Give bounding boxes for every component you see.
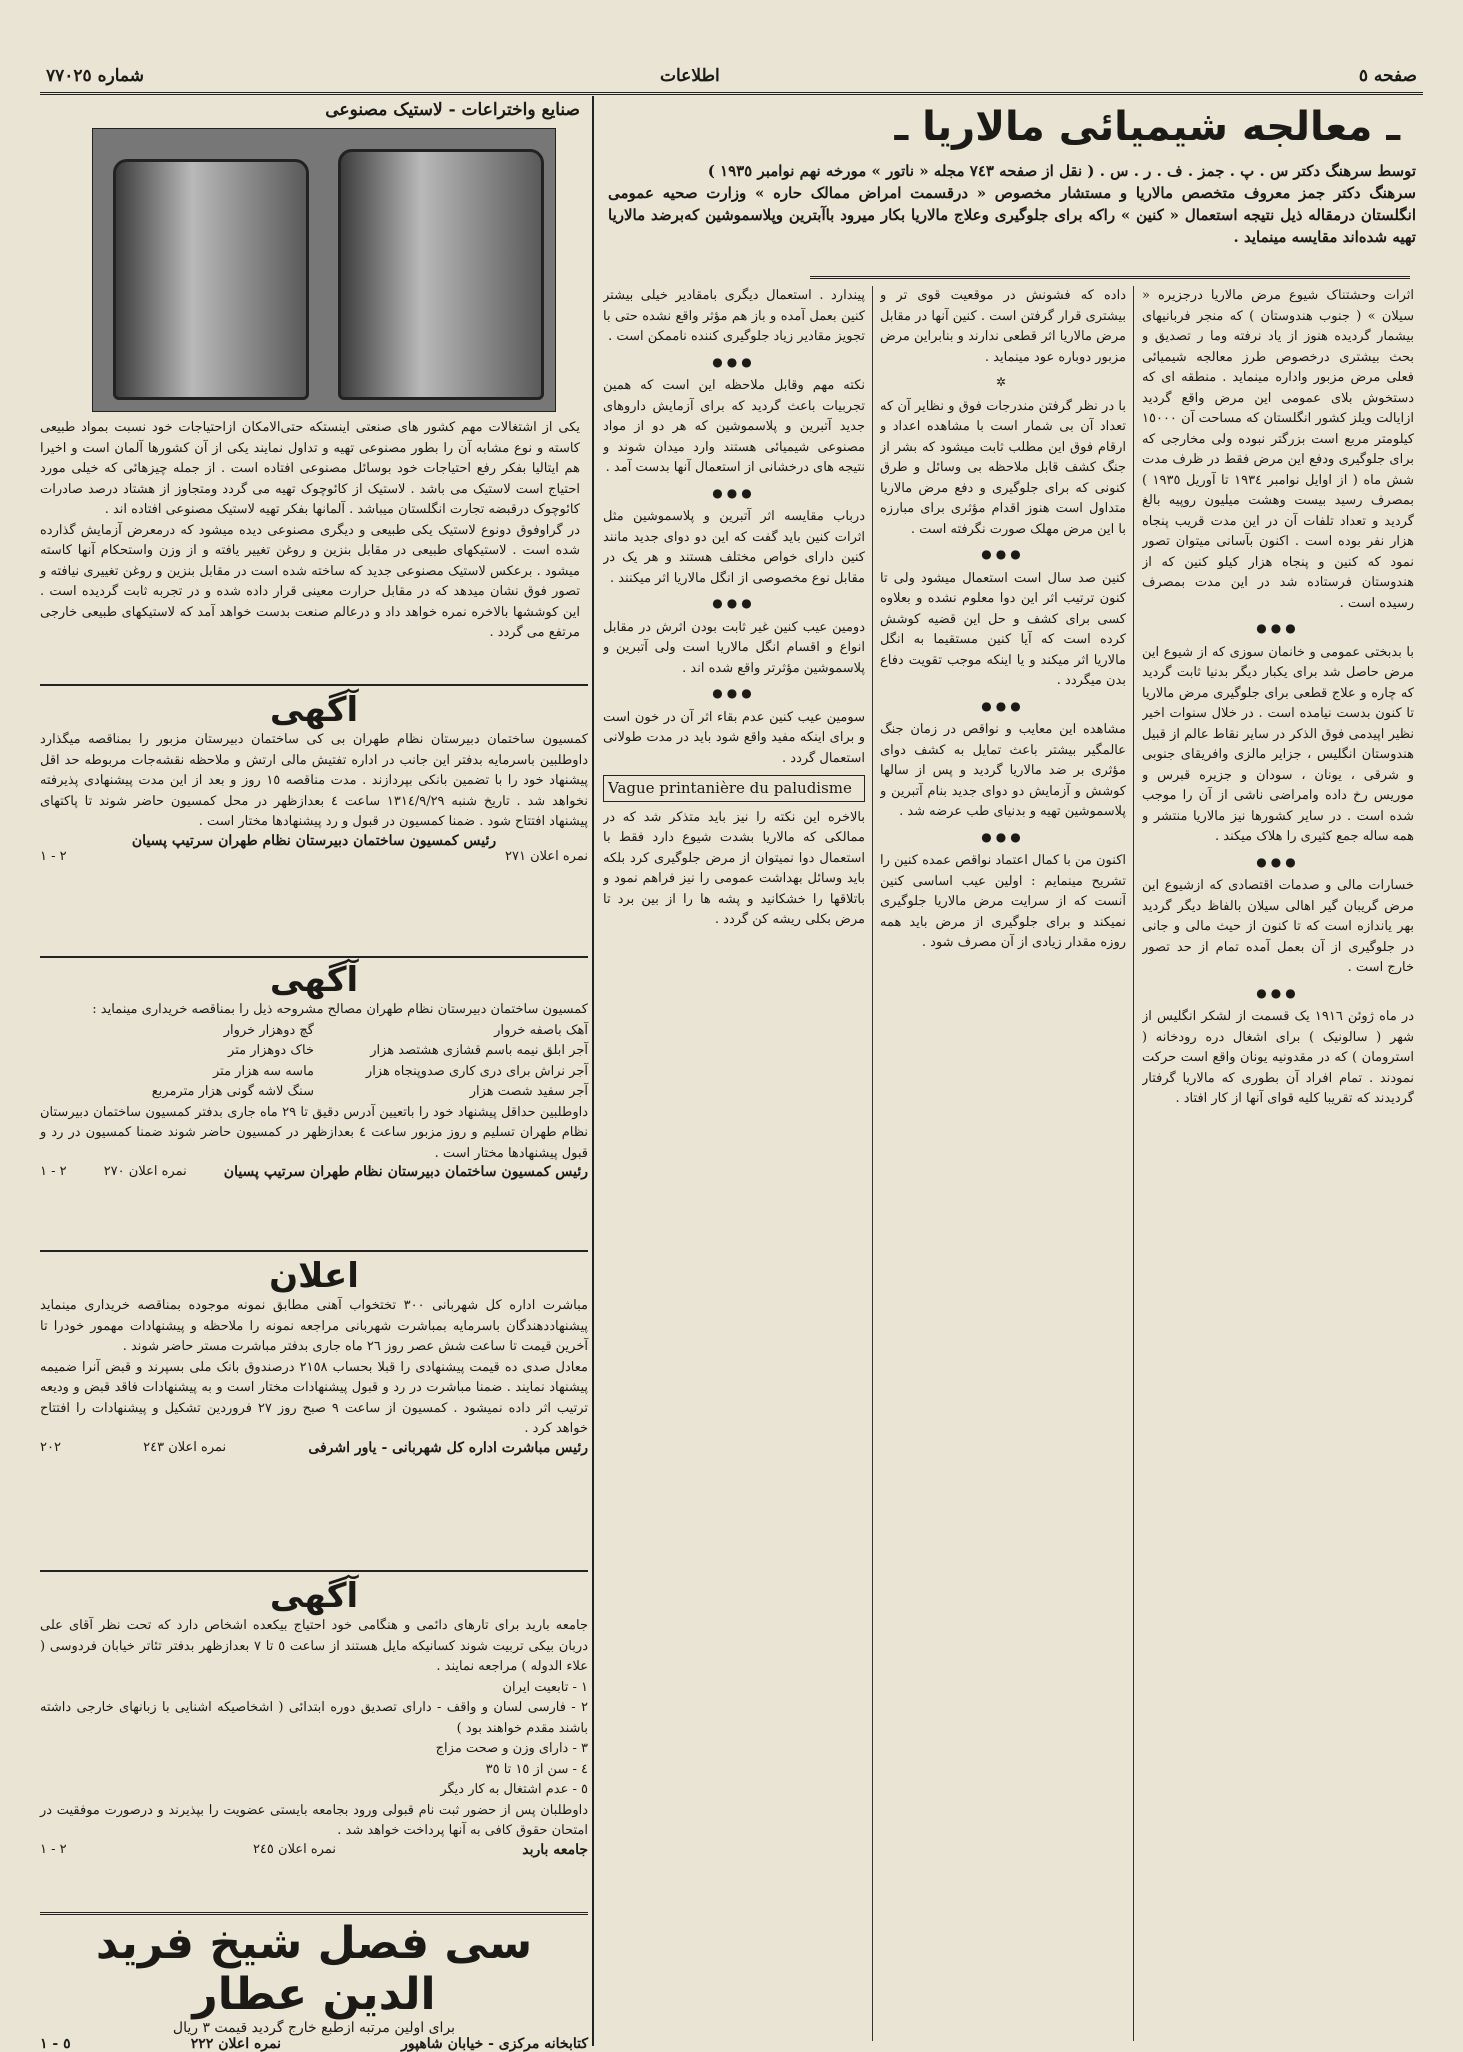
article-author-line: توسط سرهنگ دکتر س . پ . جمز . ف . ر . س . ( نقل از صفحه ٧٤٣ مجله « ناتور » مورخه نهم نوامبر ١٩٣٥ ) — [707, 162, 1416, 180]
ad-rule — [40, 1912, 588, 1915]
ad-code: ٢ - ١ — [40, 848, 67, 864]
ad-notice-2 — [40, 960, 588, 1180]
paragraph: خسارات مالی و صدمات اقتصادی که ازشیوع این مرض گریبان گیر اهالی سیلان بالفاظ دیگر گردید بهر یاندازه است که تا کنون از حیث مالی و جانی در جلوگیری از آن بعمل آمده تمام از حد تصور خارج است . — [1142, 878, 1414, 975]
book-ad-line: برای اولین مرتبه ازطبع خارج گردید قیمت ٣ ریال — [172, 2020, 456, 2036]
ad-number: نمره اعلان ٢٧١ — [504, 848, 588, 864]
paragraph: مشاهده این معایب و نواقص در زمان جنگ عالمگیر بیشتر باعث تمایل به کشف دوای مؤثری بر ضد مالاریا گردید و پس از سالها کوشش و آزمایش دو دوای جدید بنام آتبرین و پلاسموشین تهیه و بدنیای طب عرضه شد . — [880, 722, 1126, 819]
material-item: آهک باصفه خروار — [494, 1022, 588, 1038]
paragraph: پیندارد . استعمال دیگری بامقادیر خیلی بیشتر کنین بعمل آمده و باز هم مؤثر واقع نشده حتی با تجویز مقادیر زیاد جلوگیری کننده ناممکن است . — [603, 288, 865, 344]
ad-signature: رئیس مباشرت اداره کل شهربانی - یاور اشرفی — [308, 1439, 588, 1456]
material-item: گچ دوهزار خروار — [223, 1022, 314, 1038]
article-lead-text: سرهنگ دکتر جمز معروف متخصص مالاریا و مستشار مخصوص « درقسمت امراض ممالک حاره » وزارت صحیه عمومی انگلستان درمقاله ذیل نتیجه استعمال « کنین » راکه برای جلوگیری وعلاج مالاریا بکار میرود باآبترین وپلاسموشین که‌برضد مالاریا تهیه شده‌اند مقایسه مینماید . — [608, 184, 1416, 246]
foreign-quote: Vague printanière du paludisme — [603, 775, 865, 802]
paragraph: با در نظر گرفتن مندرجات فوق و نظایر آن که تعداد آن بی شمار است با مشاهده اعداد و ارقام فوق این مطلب ثابت میشود که بشر از جنگ کشف قابل ملاحظه بی وسائل و طرق کنونی که برای جلوگیری و دفع مرض مالاریا متداول است هنوز اقدام مؤثری برای مبارزه با این مرض مهلک صورت نگرفته است . — [880, 398, 1126, 537]
ad-title: آگهی — [269, 690, 359, 730]
ad-footer — [40, 1842, 588, 1858]
material-row — [40, 1021, 588, 1042]
article-column-1 — [1142, 286, 1414, 2041]
separator: ●●● — [712, 596, 756, 610]
paragraph: اکنون من با کمال اعتماد نواقص عمده کنین را تشریح مینمایم : اولین عیب اساسی کنین آنست که از سرایت مرض مالاریا جلوگیری نمیکند و برای جلوگیری از مرض باید همه روزه مقدار زیادی از آن مصرف شود . — [880, 853, 1126, 950]
article-lead — [608, 160, 1416, 248]
material-item: سنگ لاشه گونی هزار مترمربع — [151, 1084, 314, 1099]
separator: ●●● — [712, 485, 756, 500]
ad-text: داوطلبان پس از حضور ثبت نام قبولی ورود بجامعه بایستی عضویت را بپذیرند و درصورت موفقیت در امتحان حقوق کافی به آنها پرداخت خواهد شد . — [40, 1802, 588, 1838]
paper-name: اطلاعات — [660, 66, 720, 86]
paragraph: کنین صد سال است استعمال میشود ولی تا کنون ترتیب اثر این دوا معلوم نشده و بعلاوه کسی برای کشف و حل این قضیه کوشش کرده است که آیا کنین مستقیما به انگل مالاریا اثر میکند و یا اینکه موجب تقویت دفاع بدن میگردد . — [880, 570, 1126, 688]
ad-code: ٢ - ١ — [40, 1164, 67, 1179]
book-publisher: کتابخانه مرکزی - خیابان شاهپور — [401, 2036, 588, 2052]
ad-code: ٥ - ١ — [40, 2036, 71, 2052]
material-item: آجر نراش برای دری کاری صدوپنجاه هزار — [365, 1063, 588, 1079]
ad-requirements-list — [40, 1678, 588, 1801]
ad-text: مباشرت اداره کل شهربانی ٣٠٠ تختخواب آهنی مطابق نمونه موجوده بمناقصه خریداری مینماید پیشنهاددهندگان باسرمایه بمباشرت شهربانی مراجعه نمونه را ملاحظه و پیشنهادات مهمور خودرا تا آخرین قیمت تا ساعت شش عصر روز ٢٦ ماه جاری بدفتر مباشرت مستر حاضر شوند . — [40, 1298, 588, 1354]
article-column-3 — [603, 286, 865, 2041]
article-title: ـ معالجه شیمیائی مالاریا ـ — [894, 104, 1400, 150]
material-row — [40, 1082, 588, 1103]
book-ad-title: سی فصل شیخ فرید الدین عطار — [95, 1918, 533, 2020]
ad-footer — [40, 849, 588, 864]
ad-signature: جامعه باربد — [522, 1841, 588, 1858]
separator: ●●● — [712, 354, 756, 369]
ad-footer — [40, 2036, 588, 2052]
paragraph: در گراوفوق دونوع لاستیک یکی طبیعی و دیگری مصنوعی دیده میشود که درمعرض آزمایش گذارده شده است . لاستیکهای طبیعی در مقابل بنزین و روغن تغییر یافته و از وزن واستحکام آنها کاسته میشود . برعکس لاستیک مصنوعی جدید که ساخته شده است در مقابل بنزین و روغن تغییری نیافته و تصور فوق نشان میدهد که در مقابل حرارت معینی قرار داده شده و در تجربه ثابت گردیده است . این کوششها بالاخره نمره خواهد داد و درعالم صنعت بدست خواهد آمد که لاستیکهای طبیعی خارجی مرتفع می گردد . — [40, 522, 580, 640]
ad-code: ٢ - ١ — [40, 1841, 67, 1857]
paragraph: بالاخره این نکته را نیز باید متذکر شد که در ممالکی که مالاریا بشدت شیوع دارد فقط با استعمال دوا نمیتوان از مرض جلوگیری کرد بلکه باید وسائل بهداشت عمومی را نیز فراهم نمود و باتلاقها را خشکانید و پشه ها را از بین برد تا مرض بکلی ریشه کن گردد . — [603, 809, 865, 927]
paragraph: دومین عیب کنین غیر ثابت بودن اثرش در مقابل انواع و اقسام انگل مالاریا است ولی آتبرین و پلاسموشین مؤثرتر واقع شده اند . — [603, 619, 865, 676]
column-rule — [1133, 286, 1134, 2041]
ad-rule — [40, 1570, 588, 1572]
ad-signature: رئیس کمسیون ساختمان دبیرستان نظام طهران سرتیپ پسیان — [131, 832, 497, 849]
material-item: ماسه سه هزار متر — [212, 1063, 314, 1079]
separator: ●●● — [1256, 621, 1300, 635]
glass-jar-right — [338, 149, 544, 400]
issue-number: شماره ٧٧٠٢٥ — [46, 66, 144, 86]
article-column-2 — [880, 286, 1126, 2041]
material-item: خاک دوهزار متر — [228, 1043, 314, 1058]
separator: ●●● — [1256, 985, 1300, 1000]
ad-rule — [40, 684, 588, 686]
requirement-item: ٥ - عدم اشتغال به کار دیگر — [440, 1782, 588, 1797]
material-item: آجر سفید شصت هزار — [469, 1084, 588, 1099]
ad-signature: رئیس کمسیون ساختمان دبیرستان نظام طهران سرتیپ پسیان — [223, 1164, 588, 1180]
paragraph: یکی از اشتغالات مهم کشور های صنعتی اینستکه حتی‌الامکان ازاحتیاجات خود نسبت بمواد طبیعی کاسته و نوع مشابه آن را بطور مصنوعی تهیه و تداول نمایند یکی از آن کشورها آلمان است و اخیرا هم ایتالیا بفکر رفع احتیاجات خود بوسائل مصنوعی افتاده است . از جمله چیزهائی که خیلی مورد احتیاج است لاستیک می باشد . لاستیک از کائوچوک تهیه می گردد ومتجاوز از هشتاد درصد صادرات کائوچوک درقبضه تجارت انگلستان میباشد . آلمانها بفکر تهیه لاستیک مصنوعی افتاده اند . — [40, 420, 580, 517]
ad-text: معادل صدی ده قیمت پیشنهادی را قبلا بحساب ٢١٥٨ درصندوق بانک ملی بسپرند و قبض آنرا ضمیمه پیشنهاد نمایند . ضمنا مباشرت در رد و قبول پیشنهادات مختار است و به پیشنهادات فاقد قبض و ودیعه ترتیب اثر داده نمیشود . کمسیون از ساعت ٩ صبح روز ٢٧ فروردین تشکیل و پیشنهادات را افتتاح خواهد کرد . — [40, 1359, 588, 1436]
material-row — [40, 1041, 588, 1062]
ad-code: ٢٠٢ — [40, 1439, 61, 1455]
ad-number: نمره اعلان ٢٢٢ — [190, 2036, 282, 2052]
separator: ●●● — [712, 686, 756, 700]
material-item: آجر ابلق نیمه باسم قشازی هشتصد هزار — [370, 1043, 588, 1058]
ad-footer — [40, 1164, 588, 1180]
separator: ●●● — [981, 698, 1025, 713]
rubber-photo — [92, 128, 556, 412]
ad-text: کمسیون ساختمان دبیرستان نظام طهران بی کی ساختمان دبیرستان مزبور را بمناقصه میگذارد داوطلبین باسرمایه بدفتر این جانب در اداره تفتیش مالی ارتش و ملاحظه نقشه‌جات مربوطه حد اقل پیشنهاد خود را با تضمین بانکی بپردازند . مدت مناقصه ١٥ روز و بعد از این مدت پیشنهادی پذیرفته نخواهد شد . تاریخ شنبه ١٣١٤/٩/٢٩ ساعت ٤ بعدازظهر در محل کمسیون حاضر شوند تا پاکتهای پیشنهاد افتتاح شود . ضمنا کمسیون در قبول و رد پیشنهادها مختار است . — [40, 732, 588, 829]
ad-footer — [40, 1440, 588, 1456]
column-rule — [872, 286, 873, 2041]
ad-rule — [40, 1250, 588, 1252]
ad-number: نمره اعلان ٢٧٠ — [103, 1164, 187, 1179]
ad-title: آگهی — [269, 960, 359, 1000]
column-divider — [592, 96, 594, 2046]
separator: ✲ — [995, 375, 1011, 389]
paragraph: داده که فشونش در موقعیت قوی تر و بیشتری قرار گرفتن است . کنین آنها در مقابل مرض مالاریا اثر قطعی ندارند و بنابراین مرض مزبور دوباره عود مینماید . — [880, 288, 1126, 365]
glass-jar-left — [113, 159, 309, 400]
paragraph: نکته مهم وقابل ملاحظه این است که همین تجربیات باعث گردید که برای آزمایش داروهای جدید آتبرین و پلاسموشین که هر دو از مواد مصنوعی شیمیائی هستند وارد میدان شوند و نتیجه های درخشانی از استعمال آنها بدست آمد . — [603, 378, 865, 475]
ad-number: نمره اعلان ٢٤٣ — [143, 1439, 227, 1455]
ad-notice-1 — [40, 690, 588, 864]
separator: ●●● — [981, 829, 1025, 844]
ad-book — [40, 1918, 588, 2052]
page-number: صفحه ٥ — [1358, 66, 1417, 86]
lead-rule — [810, 276, 1410, 279]
page-header — [40, 60, 1423, 95]
rubber-article-text — [40, 418, 580, 644]
requirement-item: ١ - تابعیت ایران — [502, 1679, 588, 1695]
ad-title: آگهی — [269, 1576, 359, 1616]
paragraph: در ماه ژوئن ١٩١٦ یک قسمت از لشکر انگلیس از شهر ( سالونیک ) برای اشغال دره رودخانه ( استرومان ) که در مقدونیه یونان واقع است حرکت نمودند . تمام افراد آن بطوری که مالاریا گرفتار گردیدند که تقریبا کلیه قوای آنها از کار افتاد . — [1142, 1009, 1414, 1106]
ad-intro: کمسیون ساختمان دبیرستان نظام طهران مصالح مشروحه ذیل را بمناقصه خریداری مینماید : — [92, 1002, 588, 1017]
material-row — [40, 1062, 588, 1083]
requirement-item: ٢ - فارسی لسان و واقف - دارای تصدیق دوره ابتدائی ( اشخاصیکه اشنایی با زبانهای خارجی داشته باشند مقدم خواهند بود ) — [40, 1700, 588, 1736]
ad-text: داوطلبین حداقل پیشنهاد خود را باتعیین آدرس دقیق تا ٢٩ ماه جاری بدفتر کمسیون ساختمان دبیرستان نظام طهران تسلیم و روز مزبور ساعت ٤ بعدازظهر در کمسیون حاضر شوند ضمنا کمسیون در رد و قبول پیشنهادها مختار است . — [40, 1104, 588, 1161]
ad-number: نمره اعلان ٢٤٥ — [252, 1841, 336, 1857]
separator: ●●● — [1256, 854, 1300, 869]
requirement-item: ٣ - دارای وزن و صحت مزاج — [435, 1741, 588, 1756]
section-heading: صنایع واختراعات - لاستیک مصنوعی — [325, 100, 580, 120]
paragraph: اثرات وحشتناک شیوع مرض مالاریا درجزیره « سیلان » ( جنوب هندوستان ) که منجر فربانیهای بیشمار گردیده هنوز از یاد نرفته وما ر تصدیق و بحث بیشتری درخصوص طرز معالجه شیمیائی فعلی مرض مزبور واداره مینماید . منطقه ای که دستخوش بلای عمومی این مرض واقع گردید ازایالت ویلز کشور انگلستان که مساحت آن ١٥٠٠٠ کیلومتر مربع است بزرگتر نبوده ولی مخارجی که برای جلوگیری ودفع این مرض فقط در ظرف مدت شش ماه ( از اوایل نوامبر ١٩٣٤ تا آوریل ١٩٣٥ ) بمصرف رسید بیست وهشت میلیون روپیه بالغ گردید و تعداد تلفات آن در این مدت قریب پنجاه هزار نفر بوده است . اکنون بآسانی میتوان تصور نمود که کنین و پنجاه هزار کیلو کنین که از هندوستان فرستاده شد در این مدت بمصرف رسیده است . — [1142, 288, 1414, 611]
ad-rule — [40, 956, 588, 958]
paragraph: با بدبختی عمومی و خانمان سوزی که از شیوع این مرض حاصل شد برای یکبار دیگر بدنیا ثابت گردید که چاره و علاج قطعی برای جلوگیری مرض مالاریا تا کنون بدست نیامده است . در خلال سنوات اخیر نظیر اپیدمی فوق الذکر در سایر نقاط عالم از قبیل هندوستان انگلیس ، جزایر مالزی وافریقای جنوبی و شرقی ، یونان ، سودان و جزیره قبرس و موریس رخ داده وامراضی ناشی از آن را موجب شده است . در سایر کشورها نیز مالاریا منتشر و همه ساله جمع کثیری را هلاک میکند . — [1142, 644, 1414, 844]
ad-material-list — [40, 1021, 588, 1103]
ad-title: اعلان — [269, 1256, 359, 1296]
ad-notice-3 — [40, 1256, 588, 1456]
ad-text: جامعه بارید برای تارهای دائمی و هنگامی خود احتیاج بیکعده اشخاص دارد که تحت نظر آقای علی دربان بیکی تربیت شوند کسانیکه مایل هستند از ساعت ٥ تا ٧ بعدازظهر بدفتر تئاتر خیابان فردوسی ( علاء الدوله ) مراجعه نمایند . — [40, 1618, 588, 1674]
requirement-item: ٤ - سن از ١٥ تا ٣٥ — [485, 1761, 588, 1777]
separator: ●●● — [981, 547, 1025, 561]
paragraph: سومین عیب کنین عدم بقاء اثر آن در خون است و برای اینکه مفید واقع شود باید در مدت طولانی استعمال گردد . — [603, 709, 865, 766]
ad-notice-4 — [40, 1576, 588, 1858]
paragraph: درباب مقایسه اثر آتبرین و پلاسموشین مثل اثرات کنین باید گفت که این دو دوای جدید مانند کنین دارای خواص مختلف هستند و هر یک در مقابل نوع مخصوصی از انگل مالاریا اثر میکنند . — [603, 509, 865, 586]
